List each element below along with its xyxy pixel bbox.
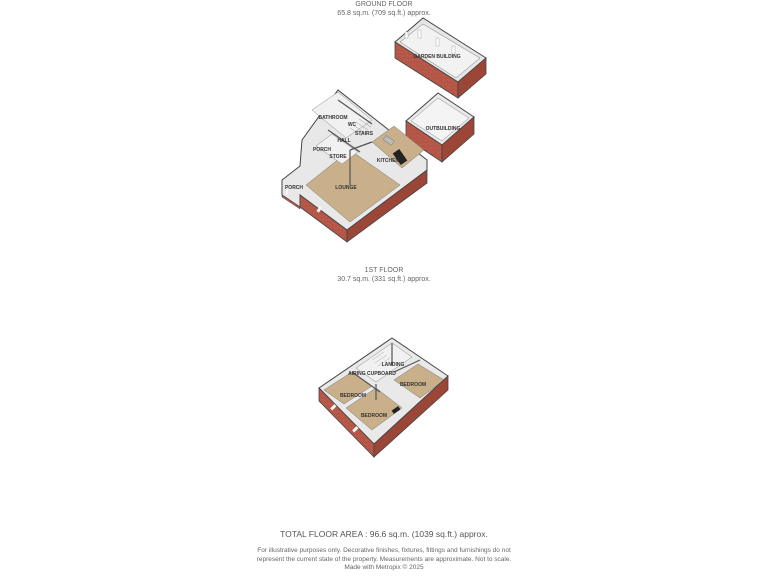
room-label-bedroom-front: BEDROOM bbox=[360, 413, 388, 419]
garden-building bbox=[395, 18, 486, 98]
room-label-bathroom: BATHROOM bbox=[318, 115, 348, 121]
first-floor bbox=[319, 338, 448, 457]
ground-floor-area: 65.8 sq.m. (709 sq.ft.) approx. bbox=[337, 10, 431, 17]
credit-line: Made with Metropix © 2025 bbox=[344, 564, 424, 571]
room-label-stairs: STAIRS bbox=[355, 131, 373, 137]
room-label-outbuilding: OUTBUILDING bbox=[425, 126, 461, 132]
room-label-porch-upper: PORCH bbox=[312, 147, 332, 153]
room-label-lounge: LOUNGE bbox=[335, 185, 357, 191]
room-label-store: STORE bbox=[329, 154, 347, 160]
room-label-airing-cupboard: AIRING CUPBOARD bbox=[348, 371, 396, 377]
first-floor-title: 1ST FLOOR bbox=[364, 267, 404, 274]
room-label-porch-lower: PORCH bbox=[284, 185, 304, 191]
room-label-bedroom-right: BEDROOM bbox=[399, 382, 427, 388]
room-label-hall: HALL bbox=[337, 138, 351, 144]
room-label-bedroom-left: BEDROOM bbox=[339, 393, 367, 399]
first-floor-area: 30.7 sq.m. (331 sq.ft.) approx. bbox=[337, 276, 431, 283]
room-label-landing: LANDING bbox=[381, 362, 405, 368]
room-label-garden-building: GARDEN BUILDING bbox=[413, 54, 461, 60]
disclaimer-line-2: represent the current state of the property. Measurements are approximate. Not to scale. bbox=[256, 555, 512, 563]
disclaimer bbox=[234, 547, 534, 573]
total-floor-area: TOTAL FLOOR AREA : 96.6 sq.m. (1039 sq.ft.) approx. bbox=[280, 529, 488, 539]
ground-floor-title: GROUND FLOOR bbox=[355, 1, 413, 8]
room-label-wc: WC bbox=[347, 122, 357, 128]
room-label-kitchen: KITCHEN bbox=[376, 158, 400, 164]
disclaimer-line-1: For illustrative purposes only. Decorative finishes, fixtures, fittings and furnishings do not bbox=[257, 547, 511, 554]
main-ground-floor bbox=[282, 90, 427, 242]
